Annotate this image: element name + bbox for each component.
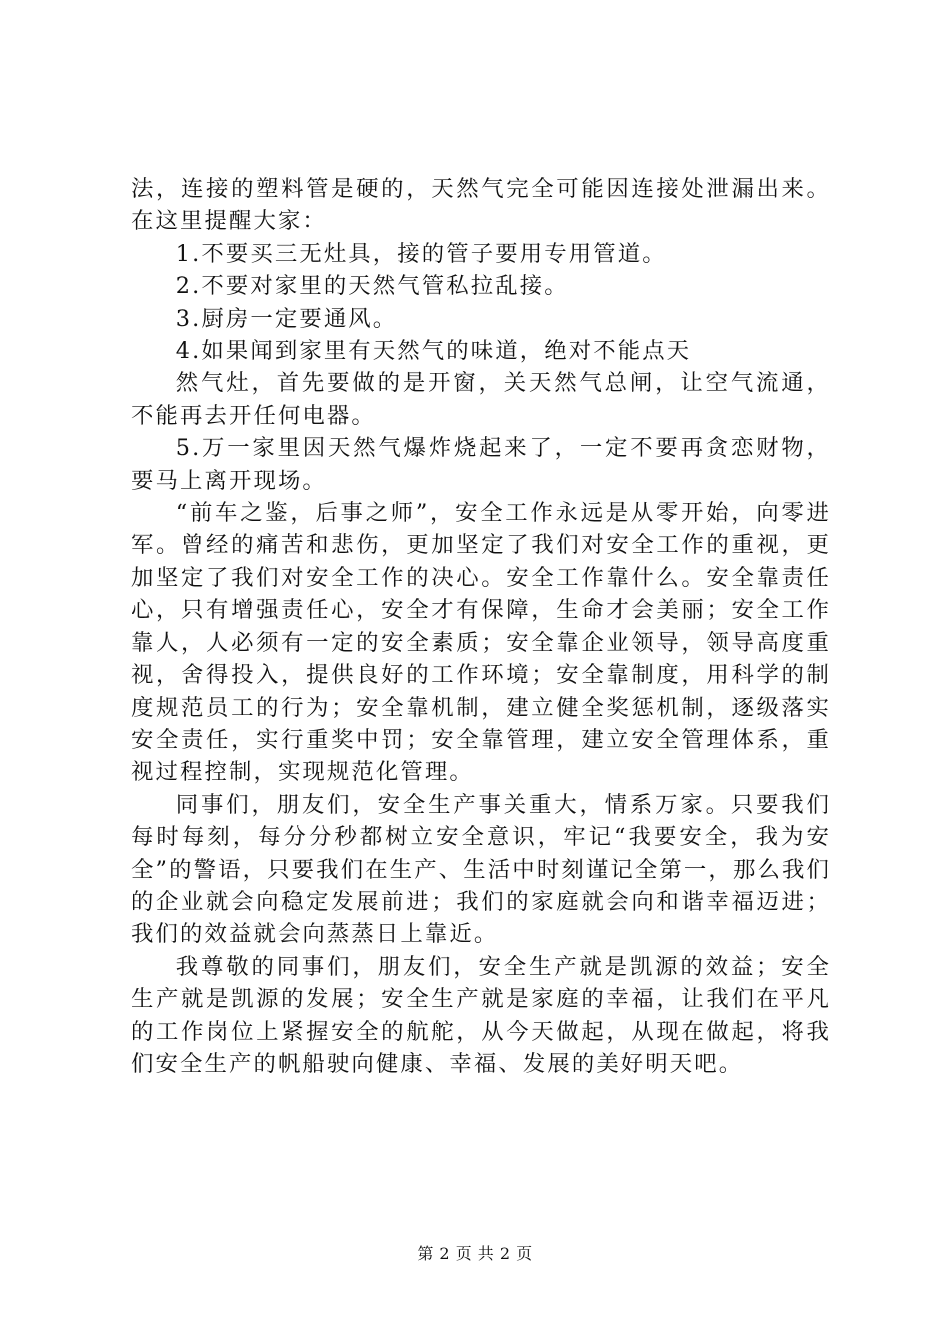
list-item-1: 1.不要买三无灶具，接的管子要用专用管道。 [175,240,667,267]
page-footer: 第 2 页 共 2 页 [417,1244,533,1263]
paragraph-safety-work: “前车之鉴，后事之师”，安全工作永远是从零开始，向零进军。曾经的痛苦和悲伤，更加坚定了我们对安全工作的重视，更加坚定了我们对安全工作的决心。安全工作靠什么。安全靠责任心，只有增强责任心，安全才有保障，生命才会美丽；安全工作靠人，人必须有一定的安全素质；安全靠企业领导，领导高度重视，舍得投入，提供良好的工作环境；安全靠制度，用科学的制度规范员工的行为；安全靠机制，建立健全奖惩机制，逐级落实安全责任，实行重奖中罚；安全靠管理，建立安全管理体系，重视过程控制，实现规范化管理。 [131,500,831,786]
list-item-4: 4.如果闻到家里有天然气的味道，绝对不能点天 [175,338,692,365]
paragraph-colleagues: 同事们，朋友们，安全生产事关重大，情系万家。只要我们每时每刻，每分分秒都树立安全意识，牢记“我要安全，我为安全”的警语，只要我们在生产、生活中时刻谨记全第一，那么我们的企业就会向稳定发展前进；我们的家庭就会向和谐幸福迈进；我们的效益就会向蒸蒸日上靠近。 [131,791,831,948]
list-item-3: 3.厨房一定要通风。 [175,305,398,332]
document-body [131,173,831,1080]
list-item-4-continued: 然气灶，首先要做的是开窗，关天然气总闸，让空气流通，不能再去开任何电器。 [131,370,831,429]
paragraph-closing: 我尊敬的同事们，朋友们，安全生产就是凯源的效益；安全生产就是凯源的发展；安全生产就是家庭的幸福，让我们在平凡的工作岗位上紧握安全的航舵，从今天做起，从现在做起，将我们安全生产的帆船驶向健康、幸福、发展的美好明天吧。 [131,953,831,1077]
paragraph-1: 法，连接的塑料管是硬的，天然气完全可能因连接处泄漏出来。在这里提醒大家： [131,176,831,235]
list-item-2: 2.不要对家里的天然气管私拉乱接。 [175,273,569,300]
list-item-5: 5.万一家里因天然气爆炸烧起来了，一定不要再贪恋财物，要马上离开现场。 [131,435,831,494]
